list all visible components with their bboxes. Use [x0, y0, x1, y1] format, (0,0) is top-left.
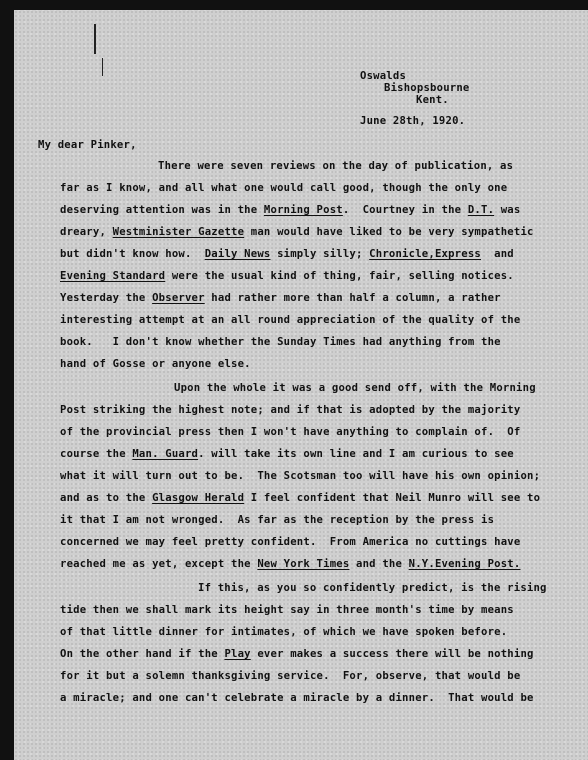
body-line: concerned we may feel pretty confident. From America no cuttings have: [60, 536, 521, 548]
body-line: Yesterday the Observer had rather more than half a column, a rather: [60, 292, 501, 304]
newspaper-title: Westminister Gazette: [112, 226, 245, 238]
scan-border-top: [0, 0, 588, 10]
body-line: deserving attention was in the Morning Post. Courtney in the D.T. was: [60, 204, 521, 216]
body-line: If this, as you so confidently predict, is the rising: [198, 582, 547, 594]
body-line: Post striking the highest note; and if that is adopted by the majority: [60, 404, 521, 416]
address-line: Kent.: [416, 94, 449, 106]
newspaper-title: Observer: [152, 292, 205, 304]
body-line: far as I know, and all what one would call good, though the only one: [60, 182, 508, 194]
pencil-mark: [102, 58, 103, 76]
address-line: Oswalds: [360, 70, 407, 82]
body-line: but didn't know how. Daily News simply silly; Chronicle,Express and: [60, 248, 514, 260]
pencil-mark: [94, 24, 96, 54]
address-line: Bishopsbourne: [384, 82, 470, 94]
letter-date: June 28th, 1920.: [360, 115, 466, 127]
newspaper-title: Chronicle,Express: [369, 248, 481, 260]
newspaper-title: Daily News: [204, 248, 271, 260]
body-line: course the Man. Guard. will take its own line and I am curious to see: [60, 448, 514, 460]
body-line: and as to the Glasgow Herald I feel confident that Neil Munro will see to: [60, 492, 541, 504]
body-line: On the other hand if the Play ever makes a success there will be nothing: [60, 648, 534, 660]
body-line: Evening Standard were the usual kind of thing, fair, selling notices.: [60, 270, 514, 282]
newspaper-title: Evening Standard: [60, 270, 166, 282]
body-line: a miracle; and one can't celebrate a miracle by a dinner. That would be: [60, 692, 534, 704]
body-line: reached me as yet, except the New York Times and the N.Y.Evening Post.: [60, 558, 521, 570]
play-title: Play: [224, 648, 251, 660]
body-line: of that little dinner for intimates, of which we have spoken before.: [60, 626, 508, 638]
body-line: what it will turn out to be. The Scotsman too will have his own opinion;: [60, 470, 541, 482]
salutation: My dear Pinker,: [38, 139, 137, 151]
body-line: for it but a solemn thanksgiving service. For, observe, that would be: [60, 670, 521, 682]
newspaper-title: Morning Post: [263, 204, 343, 216]
body-line: interesting attempt at an all round appreciation of the quality of the: [60, 314, 521, 326]
letter-page: [14, 10, 588, 760]
body-line: dreary, Westminister Gazette man would have liked to be very sympathetic: [60, 226, 534, 238]
body-line: hand of Gosse or anyone else.: [60, 358, 251, 370]
body-line: book. I don't know whether the Sunday Times had anything from the: [60, 336, 501, 348]
body-line: of the provincial press then I won't have anything to complain of. Of: [60, 426, 521, 438]
newspaper-title: N.Y.Evening Post.: [408, 558, 521, 570]
newspaper-title: New York Times: [257, 558, 350, 570]
scan-border-left: [0, 0, 14, 760]
body-line: There were seven reviews on the day of publication, as: [158, 160, 514, 172]
newspaper-title: D.T.: [467, 204, 495, 216]
body-line: it that I am not wronged. As far as the reception by the press is: [60, 514, 495, 526]
body-line: tide then we shall mark its height say in three month's time by means: [60, 604, 514, 616]
body-line: Upon the whole it was a good send off, with the Morning: [174, 382, 536, 394]
newspaper-title: Man. Guard: [132, 448, 199, 460]
newspaper-title: Glasgow Herald: [152, 492, 245, 504]
